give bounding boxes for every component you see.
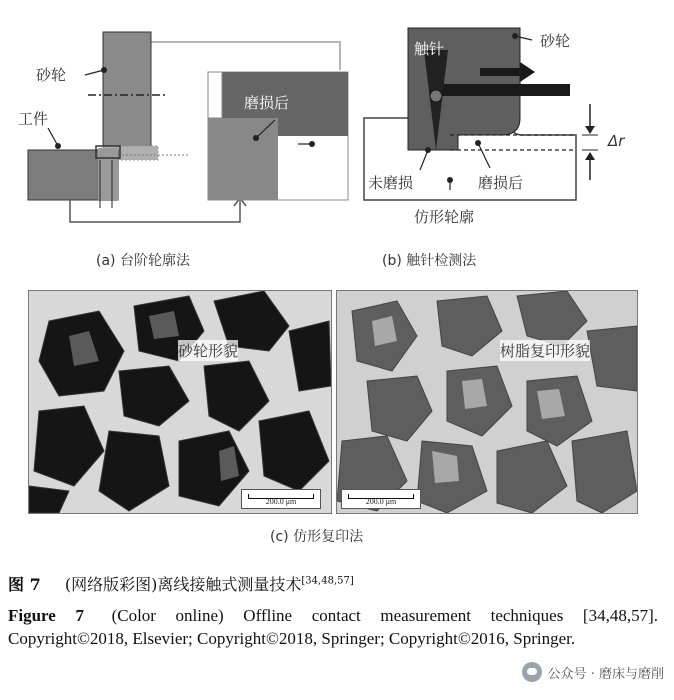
figure-caption-en (8, 604, 658, 650)
watermark (522, 662, 664, 682)
panel-b-delta-r-label: Δr (608, 132, 625, 150)
panel-c-caption: (c) 仿形复印法 (270, 529, 364, 545)
panel-b-replica-label: 仿形轮廓 (414, 208, 475, 226)
panel-a-caption: (a) 台阶轮廓法 (96, 253, 190, 269)
figure-caption-en-prefix: Figure 7 (8, 606, 84, 625)
panel-b-diagram (350, 0, 670, 250)
panel-a-unworn-label: 未磨损 (282, 174, 328, 192)
panel-b-stylus-label: 触针 (414, 40, 445, 58)
panel-a-diagram (0, 0, 360, 250)
panel-c-left-grains (29, 291, 331, 513)
panel-a-grinding-wheel (103, 32, 151, 150)
figure-caption-cn-prefix: 图 7 (8, 575, 41, 594)
wechat-icon (522, 662, 542, 682)
panel-c-left-scale-text: 200.0 μm (265, 497, 297, 506)
panel-b-caption: (b) 触针检测法 (382, 253, 477, 269)
panel-b-unworn-label: 未磨损 (368, 174, 414, 192)
panel-b-worn-label: 磨损后 (478, 174, 524, 192)
panel-a-wheel-label: 砂轮 (36, 66, 67, 84)
panel-c-right-label: 树脂复印形貌 (500, 342, 591, 360)
panel-a-worn-label: 磨损后 (244, 94, 290, 112)
panel-a-workpiece-label: 工件 (18, 110, 49, 128)
panel-b-wheel-label: 砂轮 (540, 32, 571, 50)
watermark-text: 公众号 · 磨床与磨削 (547, 666, 664, 682)
figure-caption-cn-text: (网络版彩图)离线接触式测量技术 (64, 575, 302, 594)
panel-c-left-label: 砂轮形貌 (178, 342, 239, 360)
panel-c-left-photo (28, 290, 332, 514)
panel-c-right-grains (337, 291, 637, 513)
figure-caption-cn-refs: [34,48,57] (301, 575, 354, 587)
panel-c-right-scale (341, 489, 421, 509)
panel-c-right-scale-text: 200.0 μm (365, 497, 397, 506)
panel-c-left-scale (241, 489, 321, 509)
figure-caption-cn (8, 572, 354, 595)
panel-c-right-photo (336, 290, 638, 514)
figure-caption-en-text: (Color online) Offline contact measurement techniques [34,48,57]. Copyright©2018, Elsevier; Copyright©2018, Springer; Copyright©2016, Springer. (8, 606, 658, 648)
